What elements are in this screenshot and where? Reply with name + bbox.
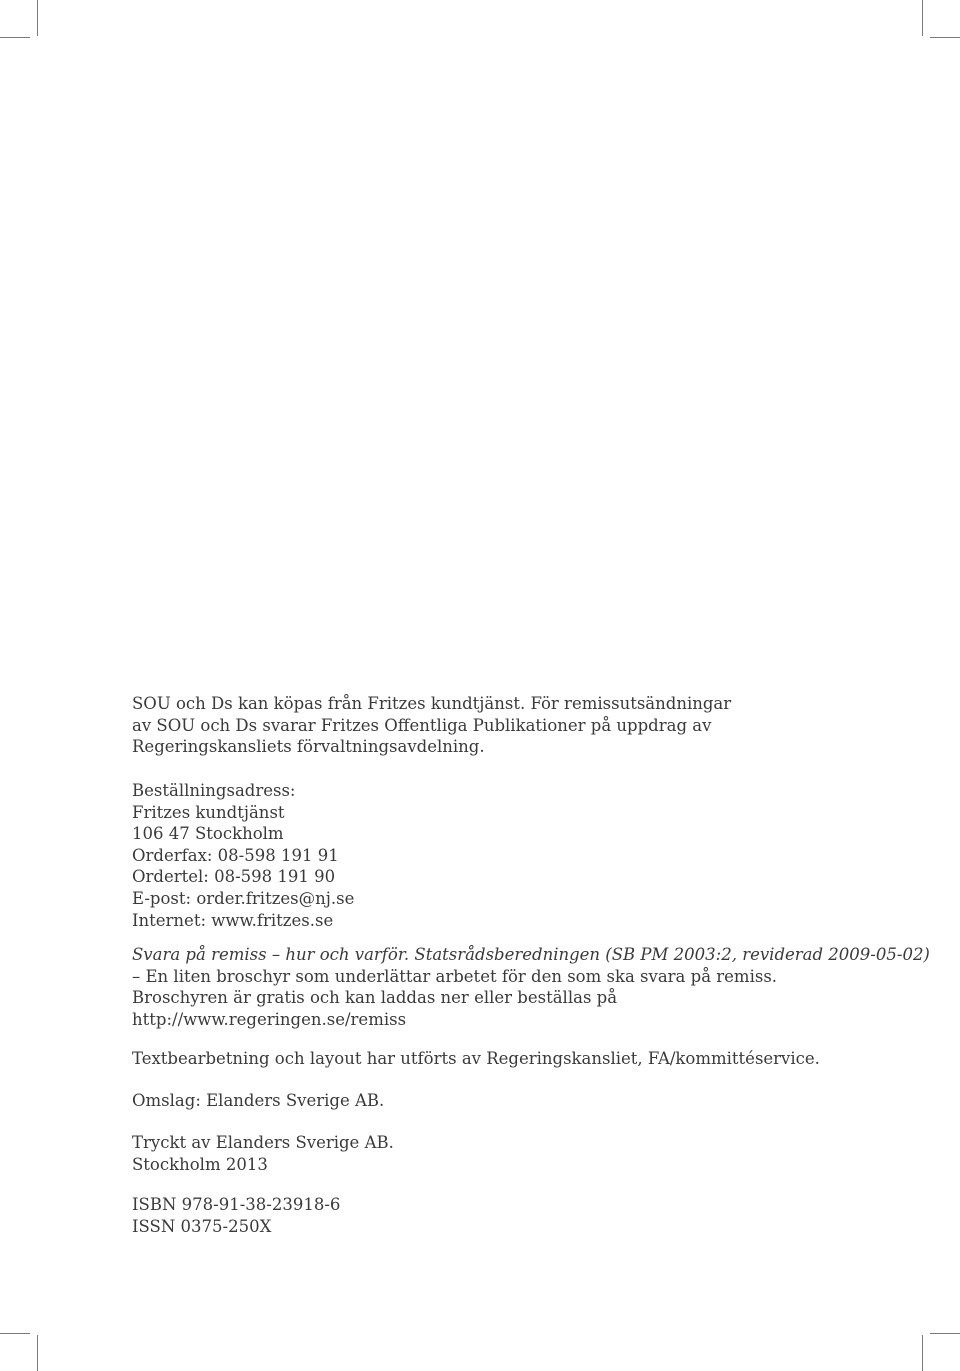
issn: ISSN 0375-250X [132,1216,272,1236]
crop-mark-top-right-horizontal [930,37,960,38]
layout-credit: Textbearbetning och layout har utförts av Regeringskansliet, FA/kommittéservice. [132,1049,820,1068]
cover-credit: Omslag: Elanders Sverige AB. [132,1091,385,1110]
remiss-note [132,944,930,1030]
place-year: Stockholm 2013 [132,1154,268,1174]
crop-mark-bottom-right-vertical [922,1335,923,1371]
crop-mark-bottom-left-horizontal [0,1333,30,1334]
address-website: Internet: www.fritzes.se [132,910,334,930]
remiss-line: Broschyren är gratis och kan laddas ner eller beställas på [132,988,618,1008]
address-fax: Orderfax: 08-598 191 91 [132,845,339,865]
crop-mark-bottom-right-horizontal [930,1333,960,1334]
order-info-line: av SOU och Ds svarar Fritzes Offentliga Publikationer på uppdrag av [132,715,712,735]
order-info-paragraph [132,693,731,758]
order-info-line: Regeringskansliets förvaltningsavdelning. [132,737,485,757]
crop-mark-top-left-horizontal [0,37,30,38]
print-credit: Tryckt av Elanders Sverige AB. [132,1133,394,1152]
remiss-url: http://www.regeringen.se/remiss [132,1009,407,1029]
address-line: Fritzes kundtjänst [132,802,285,822]
order-address [132,780,354,931]
order-info-line: SOU och Ds kan köpas från Fritzes kundtjänst. För remissutsändningar [132,694,732,713]
address-phone: Ordertel: 08-598 191 90 [132,867,336,887]
address-email: E-post: order.fritzes@nj.se [132,888,355,908]
crop-mark-top-left-vertical [37,0,38,36]
address-line: 106 47 Stockholm [132,824,284,844]
remiss-title: Svara på remiss – hur och varför. Statsrådsberedningen (SB PM 2003:2, reviderad 2009-05-02) [132,945,930,964]
identifiers [132,1194,340,1237]
address-heading: Beställningsadress: [132,781,296,800]
isbn: ISBN 978-91-38-23918-6 [132,1195,341,1214]
crop-mark-top-right-vertical [922,0,923,36]
print-credit-block [132,1132,394,1175]
remiss-line: – En liten broschyr som underlättar arbetet för den som ska svara på remiss. [132,966,778,986]
crop-mark-bottom-left-vertical [37,1335,38,1371]
